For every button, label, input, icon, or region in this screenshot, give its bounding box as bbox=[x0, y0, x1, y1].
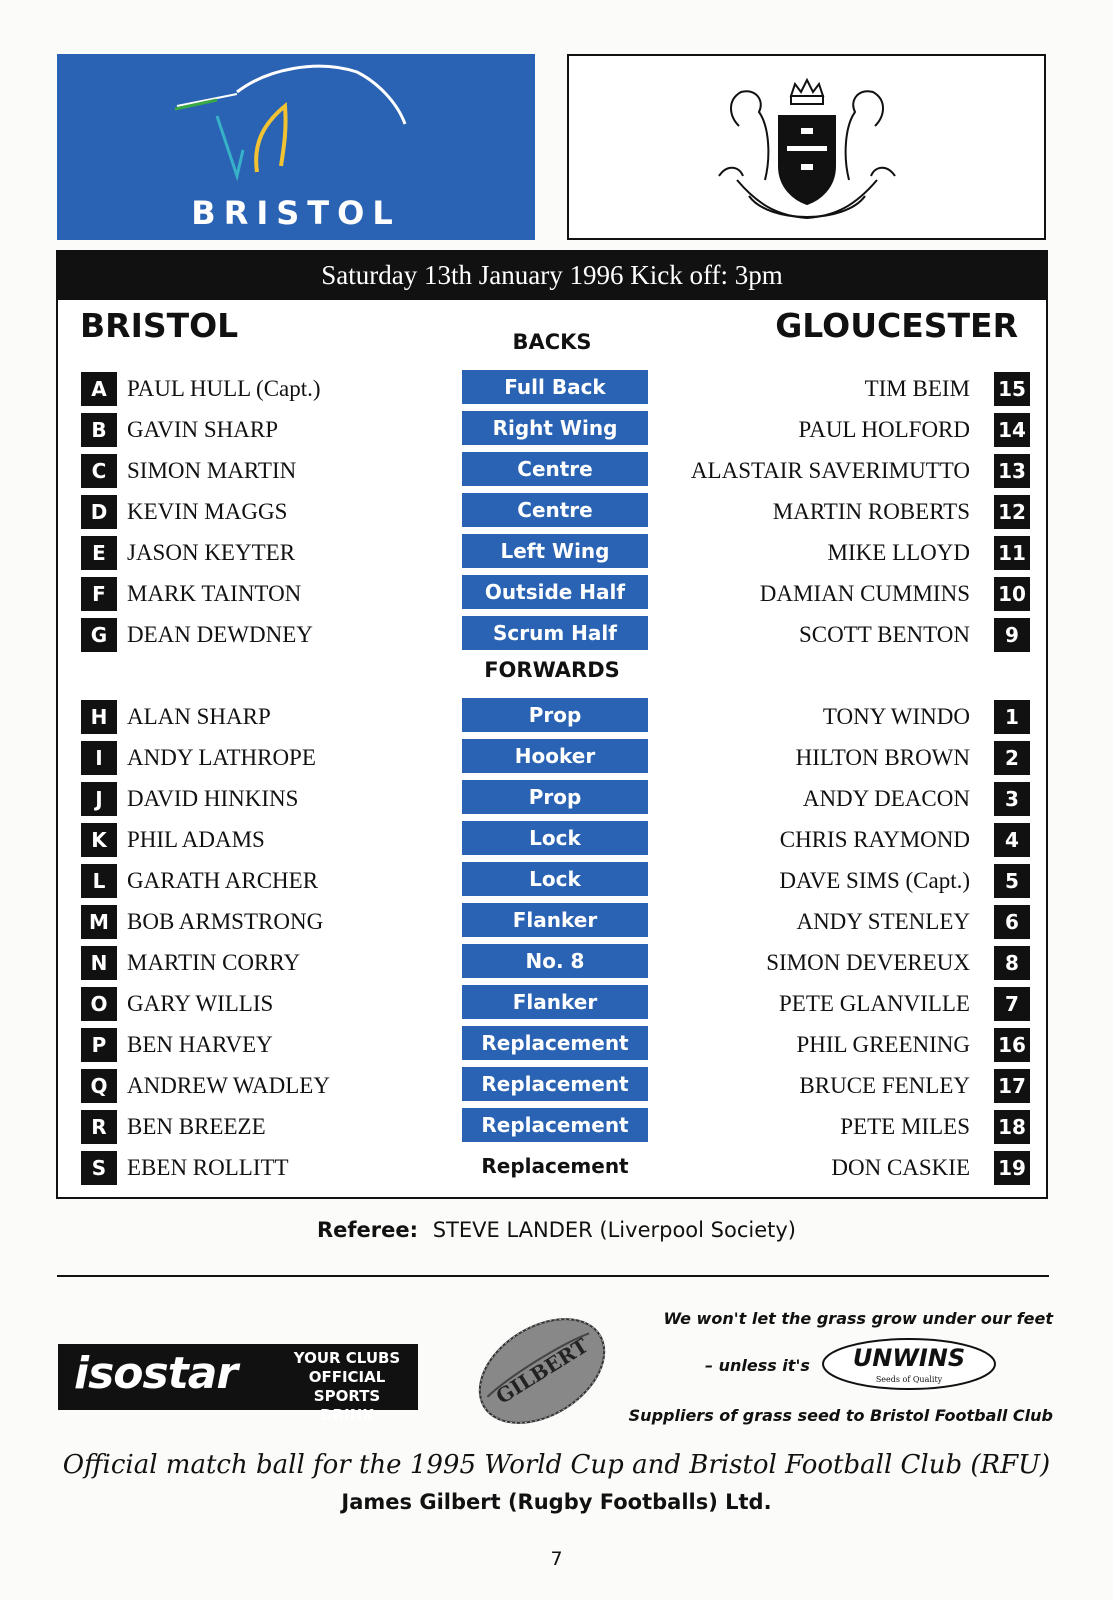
match-ball-credit: Official match ball for the 1995 World Cup and Bristol Football Club (RFU) bbox=[62, 1450, 1051, 1480]
lineup-row bbox=[58, 698, 1046, 730]
isostar-tagline bbox=[292, 1349, 402, 1425]
away-player: CHRIS RAYMOND bbox=[779, 827, 970, 852]
home-player: BEN HARVEY bbox=[127, 1032, 273, 1057]
horse-head-icon bbox=[57, 54, 535, 204]
unwins-supplier-text: Suppliers of grass seed to Bristol Football Club bbox=[628, 1406, 1053, 1425]
position-label: Replacement bbox=[462, 1026, 648, 1060]
ball-brand: GILBERT bbox=[491, 1333, 593, 1409]
home-letter: B bbox=[81, 413, 117, 447]
home-letter: N bbox=[81, 946, 117, 980]
lineup-row bbox=[58, 534, 1046, 566]
bristol-logo-text: BRISTOL bbox=[191, 194, 401, 232]
position-label: Scrum Half bbox=[462, 616, 648, 650]
lineup-row bbox=[58, 1026, 1046, 1058]
position-label: Hooker bbox=[462, 739, 648, 773]
away-number: 4 bbox=[994, 823, 1030, 857]
home-player: ANDY LATHROPE bbox=[127, 745, 316, 770]
home-player: GAVIN SHARP bbox=[127, 417, 279, 442]
away-player: PHIL GREENING bbox=[796, 1032, 970, 1057]
away-number: 8 bbox=[994, 946, 1030, 980]
home-player: KEVIN MAGGS bbox=[127, 499, 288, 524]
isostar-brand: isostar bbox=[74, 1348, 238, 1399]
match-info-banner: Saturday 13th January 1996 Kick off: 3pm bbox=[56, 250, 1048, 300]
lineup-row bbox=[58, 370, 1046, 402]
rugby-ball-icon bbox=[472, 1312, 612, 1430]
position-label: Full Back bbox=[462, 370, 648, 404]
away-number: 14 bbox=[994, 413, 1030, 447]
home-player: BEN BREEZE bbox=[127, 1114, 266, 1139]
home-player: BOB ARMSTRONG bbox=[127, 909, 324, 934]
home-team-name: BRISTOL bbox=[80, 306, 239, 345]
away-number: 3 bbox=[994, 782, 1030, 816]
lineup-row bbox=[58, 1108, 1046, 1140]
away-number: 18 bbox=[994, 1110, 1030, 1144]
isostar-tag-line: OFFICIAL bbox=[308, 1368, 386, 1386]
home-player: DAVID HINKINS bbox=[127, 786, 299, 811]
away-number: 7 bbox=[994, 987, 1030, 1021]
away-player: SIMON DEVEREUX bbox=[766, 950, 970, 975]
home-letter: K bbox=[81, 823, 117, 857]
away-number: 9 bbox=[994, 618, 1030, 652]
gilbert-company: James Gilbert (Rugby Footballs) Ltd. bbox=[341, 1490, 772, 1514]
gloucester-crest bbox=[567, 54, 1046, 240]
home-letter: E bbox=[81, 536, 117, 570]
away-number: 12 bbox=[994, 495, 1030, 529]
referee-name: STEVE LANDER (Liverpool Society) bbox=[432, 1218, 796, 1242]
away-number: 6 bbox=[994, 905, 1030, 939]
away-number: 2 bbox=[994, 741, 1030, 775]
away-player: DON CASKIE bbox=[831, 1155, 970, 1180]
home-letter: I bbox=[81, 741, 117, 775]
unwins-slogan: We won't let the grass grow under our feet bbox=[663, 1309, 1053, 1328]
position-label: Replacement bbox=[481, 1154, 629, 1178]
page-number: 7 bbox=[550, 1548, 563, 1570]
lineup-row bbox=[58, 1149, 1046, 1181]
away-player: ALASTAIR SAVERIMUTTO bbox=[690, 458, 970, 483]
home-player: GARATH ARCHER bbox=[127, 868, 319, 893]
unwins-brand: UNWINS bbox=[852, 1344, 966, 1372]
position-label: Lock bbox=[462, 862, 648, 896]
position-label: Replacement bbox=[462, 1067, 648, 1101]
position-label: Outside Half bbox=[462, 575, 648, 609]
home-player: GARY WILLIS bbox=[127, 991, 274, 1016]
forwards-heading: FORWARDS bbox=[484, 658, 620, 682]
home-letter: S bbox=[81, 1151, 117, 1185]
away-player: ANDY DEACON bbox=[802, 786, 970, 811]
home-letter: Q bbox=[81, 1069, 117, 1103]
home-player: JASON KEYTER bbox=[127, 540, 296, 565]
divider bbox=[57, 1275, 1049, 1277]
isostar-tag-line: YOUR CLUBS bbox=[293, 1349, 401, 1367]
lineup-row bbox=[58, 1067, 1046, 1099]
home-letter: L bbox=[81, 864, 117, 898]
home-player: ANDREW WADLEY bbox=[127, 1073, 330, 1098]
unwins-slogan-continued: – unless it's bbox=[705, 1356, 810, 1375]
referee-label: Referee: bbox=[316, 1218, 419, 1242]
teams-sheet bbox=[56, 250, 1048, 1199]
away-number: 11 bbox=[994, 536, 1030, 570]
home-player: ALAN SHARP bbox=[127, 704, 271, 729]
home-letter: C bbox=[81, 454, 117, 488]
position-label: Left Wing bbox=[462, 534, 648, 568]
lineup-row bbox=[58, 862, 1046, 894]
home-letter: M bbox=[81, 905, 117, 939]
position-label: Flanker bbox=[462, 985, 648, 1019]
position-label: Prop bbox=[462, 780, 648, 814]
position-label: Prop bbox=[462, 698, 648, 732]
lineup-row bbox=[58, 493, 1046, 525]
position-label: Replacement bbox=[462, 1108, 648, 1142]
away-player: TIM BEIM bbox=[864, 376, 970, 401]
home-letter: F bbox=[81, 577, 117, 611]
home-letter: R bbox=[81, 1110, 117, 1144]
home-player: MARTIN CORRY bbox=[127, 950, 301, 975]
away-player: SCOTT BENTON bbox=[798, 622, 970, 647]
away-player: PETE MILES bbox=[840, 1114, 970, 1139]
away-number: 17 bbox=[994, 1069, 1030, 1103]
away-player: PETE GLANVILLE bbox=[779, 991, 970, 1016]
crest-icon bbox=[569, 56, 1044, 238]
referee-line bbox=[0, 1218, 1113, 1242]
home-player: PAUL HULL (Capt.) bbox=[127, 376, 321, 401]
position-label: Right Wing bbox=[462, 411, 648, 445]
lineup-row bbox=[58, 985, 1046, 1017]
home-letter: D bbox=[81, 495, 117, 529]
home-player: MARK TAINTON bbox=[127, 581, 302, 606]
away-player: DAMIAN CUMMINS bbox=[759, 581, 970, 606]
home-letter: P bbox=[81, 1028, 117, 1062]
home-player: SIMON MARTIN bbox=[127, 458, 297, 483]
lineup-row bbox=[58, 944, 1046, 976]
home-letter: O bbox=[81, 987, 117, 1021]
home-player: DEAN DEWDNEY bbox=[127, 622, 313, 647]
home-player: PHIL ADAMS bbox=[127, 827, 265, 852]
away-number: 1 bbox=[994, 700, 1030, 734]
lineup-row bbox=[58, 411, 1046, 443]
position-label: Centre bbox=[462, 493, 648, 527]
away-player: TONY WINDO bbox=[822, 704, 970, 729]
lineup-row bbox=[58, 821, 1046, 853]
away-number: 13 bbox=[994, 454, 1030, 488]
lineup-row bbox=[58, 903, 1046, 935]
away-team-name: GLOUCESTER bbox=[775, 306, 1018, 345]
away-number: 10 bbox=[994, 577, 1030, 611]
position-label: No. 8 bbox=[462, 944, 648, 978]
home-letter: A bbox=[81, 372, 117, 406]
away-player: MARTIN ROBERTS bbox=[772, 499, 970, 524]
lineup-row bbox=[58, 575, 1046, 607]
isostar-tag-line: SPORTS DRINK bbox=[313, 1387, 381, 1424]
away-player: BRUCE FENLEY bbox=[799, 1073, 970, 1098]
unwins-logo bbox=[820, 1336, 998, 1392]
lineup-row bbox=[58, 452, 1046, 484]
position-label: Lock bbox=[462, 821, 648, 855]
position-label: Centre bbox=[462, 452, 648, 486]
home-player: EBEN ROLLITT bbox=[127, 1155, 289, 1180]
away-number: 19 bbox=[994, 1151, 1030, 1185]
away-player: ANDY STENLEY bbox=[796, 909, 970, 934]
lineup-row bbox=[58, 739, 1046, 771]
home-letter: H bbox=[81, 700, 117, 734]
bristol-logo bbox=[57, 54, 535, 240]
lineup-row bbox=[58, 616, 1046, 648]
home-letter: G bbox=[81, 618, 117, 652]
backs-heading: BACKS bbox=[512, 330, 592, 354]
away-player: MIKE LLOYD bbox=[827, 540, 970, 565]
away-number: 16 bbox=[994, 1028, 1030, 1062]
away-number: 15 bbox=[994, 372, 1030, 406]
lineup-row bbox=[58, 780, 1046, 812]
home-letter: J bbox=[81, 782, 117, 816]
away-player: PAUL HOLFORD bbox=[798, 417, 970, 442]
away-player: DAVE SIMS (Capt.) bbox=[779, 868, 970, 893]
away-player: HILTON BROWN bbox=[795, 745, 970, 770]
away-number: 5 bbox=[994, 864, 1030, 898]
unwins-sub: Seeds of Quality bbox=[875, 1375, 943, 1384]
position-label: Flanker bbox=[462, 903, 648, 937]
isostar-advert bbox=[58, 1344, 418, 1424]
